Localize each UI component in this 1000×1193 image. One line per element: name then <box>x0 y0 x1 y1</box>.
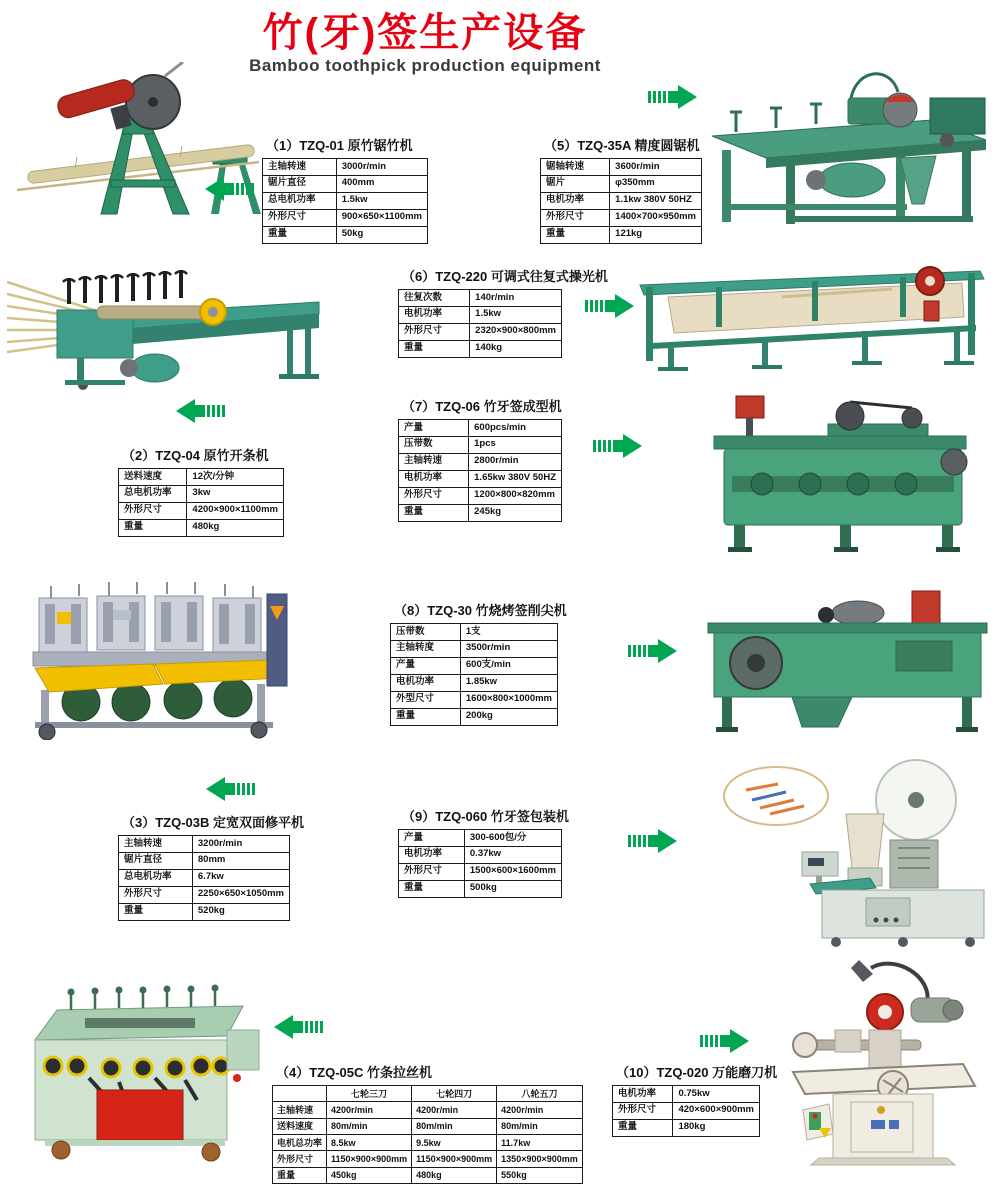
spec-label: 电机功率 <box>399 306 470 323</box>
forming-machine-illustration <box>700 390 990 555</box>
spec-label: 重量 <box>613 1119 673 1136</box>
spec-value: 1.65kw 380V 50HZ <box>469 470 562 487</box>
spec-value: 1支 <box>460 624 557 641</box>
spec-label: 外形尺寸 <box>613 1102 673 1119</box>
spec-value: 3600r/min <box>610 159 702 176</box>
spec-value: 550kg <box>497 1167 583 1183</box>
spec-row <box>399 487 562 504</box>
grinding-machine-illustration <box>775 952 990 1167</box>
spec-value: 4200r/min <box>497 1102 583 1118</box>
spec-label: 锯轴转速 <box>541 159 610 176</box>
spec-value: 180kg <box>673 1119 760 1136</box>
spec-value: 420×600×900mm <box>673 1102 760 1119</box>
spec-header-cell: 七轮三刀 <box>327 1086 412 1102</box>
spec-value: 1.1kw 380V 50HZ <box>610 192 702 209</box>
spec-row <box>541 159 702 176</box>
spec-value: 80m/min <box>497 1118 583 1134</box>
arrow-left-icon <box>273 1014 323 1040</box>
spec-value: 500kg <box>464 880 561 897</box>
spec-row <box>273 1102 583 1118</box>
spec-label: 重量 <box>399 340 470 357</box>
spec-value: 3200r/min <box>192 836 289 853</box>
spec-value: 3500r/min <box>460 640 557 657</box>
spec-header-cell: 八轮五刀 <box>497 1086 583 1102</box>
spec-label: 往复次数 <box>399 290 470 307</box>
spec-row <box>119 852 290 869</box>
spec-value: φ350mm <box>610 175 702 192</box>
arrow-left-icon <box>175 398 225 424</box>
spec-value: 80m/min <box>327 1118 412 1134</box>
spec-row <box>399 830 562 847</box>
machine-photo-tzq04-splitting-machine <box>5 252 325 390</box>
spec-row <box>399 436 562 453</box>
arrow-right-icon <box>593 433 643 459</box>
spec-row <box>399 846 562 863</box>
spec-row <box>541 226 702 243</box>
machine-photo-tzq06-forming-machine <box>700 390 990 555</box>
spec-table-tzq35a <box>540 158 702 244</box>
spec-row <box>391 640 558 657</box>
spec-value: 1500×600×1600mm <box>464 863 561 880</box>
spec-value: 480kg <box>412 1167 497 1183</box>
spec-row <box>399 470 562 487</box>
spec-label: 外形尺寸 <box>399 863 465 880</box>
spec-value: 4200r/min <box>412 1102 497 1118</box>
arrow-right-icon <box>628 828 678 854</box>
spec-row <box>399 290 562 307</box>
spec-value: 2250×650×1050mm <box>192 886 289 903</box>
spec-label: 主轴转速 <box>273 1102 327 1118</box>
spec-value: 8.5kw <box>327 1135 412 1151</box>
spec-value: 200kg <box>460 708 557 725</box>
spec-row <box>541 175 702 192</box>
spec-value: 3kw <box>187 485 284 502</box>
wire-drawing-machine-illustration <box>15 978 270 1163</box>
spec-row <box>273 1167 583 1183</box>
spec-value: 245kg <box>469 504 562 521</box>
arrow-left-icon <box>204 176 254 202</box>
spec-value: 2320×900×800mm <box>470 323 562 340</box>
spec-value: 0.37kw <box>464 846 561 863</box>
spec-label: 总电机功率 <box>263 192 337 209</box>
spec-value: 12次/分钟 <box>187 469 284 486</box>
spec-label: 主轴转度 <box>391 640 461 657</box>
arrow-right-icon <box>700 1028 750 1054</box>
page-title: 竹(牙)签生产设备 <box>262 11 588 55</box>
spec-value: 450kg <box>327 1167 412 1183</box>
spec-value: 1400×700×950mm <box>610 209 702 226</box>
spec-row <box>119 869 290 886</box>
machine-photo-tzq060-packing-machine <box>718 752 998 947</box>
spec-tzq03b <box>118 812 305 921</box>
spec-label: 锯片直径 <box>263 175 337 192</box>
spec-table-tzq04 <box>118 468 284 537</box>
spec-value: 1600×800×1000mm <box>460 691 557 708</box>
spec-value: 140kg <box>470 340 562 357</box>
spec-title-tzq020: （10）TZQ-020 万能磨刀机 <box>616 1065 778 1080</box>
machine-photo-tzq30-sharpening-machine <box>700 585 995 735</box>
spec-label: 总电机功率 <box>119 869 193 886</box>
spec-label: 重量 <box>541 226 610 243</box>
spec-value: 4200r/min <box>327 1102 412 1118</box>
splitting-machine-illustration <box>5 252 325 390</box>
spec-row <box>391 624 558 641</box>
machine-photo-tzq020-grinding-machine <box>775 952 990 1167</box>
spec-title-tzq30: （8）TZQ-30 竹烧烤签削尖机 <box>394 603 567 618</box>
spec-tzq35a <box>540 135 702 244</box>
leveling-machine-illustration <box>5 572 295 740</box>
spec-tzq04 <box>118 445 284 537</box>
spec-tzq020 <box>612 1062 778 1137</box>
spec-label: 重量 <box>273 1167 327 1183</box>
spec-label: 重量 <box>399 504 469 521</box>
spec-row <box>119 886 290 903</box>
spec-table-tzq220 <box>398 289 562 358</box>
spec-label: 产量 <box>399 420 469 437</box>
spec-row <box>399 323 562 340</box>
spec-row <box>391 708 558 725</box>
spec-tzq05c <box>272 1062 578 1184</box>
spec-label: 重量 <box>119 903 193 920</box>
spec-label: 电机功率 <box>613 1086 673 1103</box>
spec-title-tzq35a: （5）TZQ-35A 精度圆锯机 <box>544 138 700 153</box>
spec-value: 480kg <box>187 519 284 536</box>
spec-row <box>263 192 428 209</box>
spec-value: 1150×900×900mm <box>412 1151 497 1167</box>
spec-tzq30 <box>390 600 567 726</box>
machine-photo-tzq35a-circular-saw <box>700 58 990 228</box>
spec-value: 600支/min <box>460 657 557 674</box>
arrow-right-icon <box>628 638 678 664</box>
spec-label: 外形尺寸 <box>541 209 610 226</box>
arrow-right-icon <box>648 84 698 110</box>
spec-row <box>391 691 558 708</box>
spec-value: 140r/min <box>470 290 562 307</box>
spec-title-tzq03b: （3）TZQ-03B 定宽双面修平机 <box>122 815 305 830</box>
spec-row <box>399 880 562 897</box>
spec-title-tzq06: （7）TZQ-06 竹牙签成型机 <box>402 399 562 414</box>
spec-row <box>273 1151 583 1167</box>
spec-label: 锯片直径 <box>119 852 193 869</box>
spec-header-cell <box>273 1086 327 1102</box>
spec-row <box>119 485 284 502</box>
spec-tzq06 <box>398 396 562 522</box>
spec-value: 80mm <box>192 852 289 869</box>
spec-value: 300-600包/分 <box>464 830 561 847</box>
machine-photo-tzq03b-leveling-machine <box>5 572 295 740</box>
spec-row <box>399 420 562 437</box>
spec-label: 外形尺寸 <box>399 487 469 504</box>
spec-label: 重量 <box>391 708 461 725</box>
spec-row <box>391 674 558 691</box>
spec-value: 1.5kw <box>336 192 427 209</box>
spec-row <box>263 226 428 243</box>
spec-value: 1.5kw <box>470 306 562 323</box>
spec-row <box>399 863 562 880</box>
polishing-machine-illustration <box>632 255 992 375</box>
spec-label: 总电机功率 <box>119 485 187 502</box>
spec-value: 9.5kw <box>412 1135 497 1151</box>
spec-label: 主轴转速 <box>263 159 337 176</box>
spec-header-cell: 七轮四刀 <box>412 1086 497 1102</box>
sharpening-machine-illustration <box>700 585 995 735</box>
spec-title-tzq01: （1）TZQ-01 原竹锯竹机 <box>266 138 413 153</box>
spec-label: 外形尺寸 <box>399 323 470 340</box>
spec-row <box>613 1119 760 1136</box>
spec-label: 外型尺寸 <box>391 691 461 708</box>
spec-row <box>273 1135 583 1151</box>
spec-value: 2800r/min <box>469 453 562 470</box>
spec-table-tzq03b <box>118 835 290 921</box>
spec-label: 锯片 <box>541 175 610 192</box>
spec-value: 1350×900×900mm <box>497 1151 583 1167</box>
spec-table-tzq060 <box>398 829 562 898</box>
spec-header-row <box>273 1086 583 1102</box>
spec-tzq060 <box>398 806 569 898</box>
spec-value: 1150×900×900mm <box>327 1151 412 1167</box>
spec-row <box>119 469 284 486</box>
spec-value: 50kg <box>336 226 427 243</box>
spec-label: 电机功率 <box>391 674 461 691</box>
spec-row <box>119 519 284 536</box>
spec-table-tzq05c <box>272 1085 583 1184</box>
spec-value: 900×650×1100mm <box>336 209 427 226</box>
spec-row <box>399 504 562 521</box>
spec-label: 送料速度 <box>273 1118 327 1134</box>
spec-row <box>119 836 290 853</box>
spec-value: 1200×800×820mm <box>469 487 562 504</box>
spec-label: 压带数 <box>391 624 461 641</box>
spec-label: 重量 <box>119 519 187 536</box>
spec-value: 400mm <box>336 175 427 192</box>
spec-label: 重量 <box>263 226 337 243</box>
spec-table-tzq06 <box>398 419 562 522</box>
spec-table-tzq30 <box>390 623 558 726</box>
page-header <box>225 12 625 76</box>
spec-row <box>119 903 290 920</box>
spec-row <box>263 209 428 226</box>
spec-row <box>541 209 702 226</box>
arrow-right-icon <box>585 293 635 319</box>
spec-row <box>613 1102 760 1119</box>
spec-row <box>273 1118 583 1134</box>
spec-title-tzq05c: （4）TZQ-05C 竹条拉丝机 <box>276 1065 433 1080</box>
spec-value: 1.85kw <box>460 674 557 691</box>
page-subtitle: Bamboo toothpick production equipment <box>249 56 601 75</box>
packing-machine-illustration <box>718 752 998 947</box>
spec-value: 3000r/min <box>336 159 427 176</box>
spec-label: 压带数 <box>399 436 469 453</box>
spec-table-tzq020 <box>612 1085 760 1137</box>
spec-label: 送料速度 <box>119 469 187 486</box>
spec-label: 产量 <box>399 830 465 847</box>
spec-value: 6.7kw <box>192 869 289 886</box>
spec-value: 1pcs <box>469 436 562 453</box>
spec-label: 电机功率 <box>399 846 465 863</box>
spec-label: 外形尺寸 <box>273 1151 327 1167</box>
spec-title-tzq04: （2）TZQ-04 原竹开条机 <box>122 448 269 463</box>
spec-row <box>263 175 428 192</box>
spec-tzq01 <box>262 135 428 244</box>
machine-photo-tzq220-polishing-machine <box>632 255 992 375</box>
spec-label: 电机功率 <box>541 192 610 209</box>
spec-value: 600pcs/min <box>469 420 562 437</box>
spec-row <box>263 159 428 176</box>
spec-label: 电机功率 <box>399 470 469 487</box>
spec-value: 80m/min <box>412 1118 497 1134</box>
spec-title-tzq060: （9）TZQ-060 竹牙签包装机 <box>402 809 569 824</box>
spec-row <box>541 192 702 209</box>
spec-row <box>391 657 558 674</box>
spec-row <box>119 502 284 519</box>
spec-label: 外形尺寸 <box>263 209 337 226</box>
spec-label: 外形尺寸 <box>119 886 193 903</box>
spec-row <box>399 453 562 470</box>
spec-label: 产量 <box>391 657 461 674</box>
spec-label: 主轴转速 <box>119 836 193 853</box>
spec-row <box>399 340 562 357</box>
spec-table-tzq01 <box>262 158 428 244</box>
spec-value: 0.75kw <box>673 1086 760 1103</box>
circular-saw-illustration <box>700 58 990 228</box>
spec-value: 520kg <box>192 903 289 920</box>
spec-row <box>399 306 562 323</box>
spec-row <box>613 1086 760 1103</box>
spec-value: 121kg <box>610 226 702 243</box>
spec-label: 电机总功率 <box>273 1135 327 1151</box>
spec-value: 4200×900×1100mm <box>187 502 284 519</box>
spec-tzq220 <box>398 266 608 358</box>
spec-title-tzq220: （6）TZQ-220 可调式往复式操光机 <box>402 269 608 284</box>
spec-value: 11.7kw <box>497 1135 583 1151</box>
machine-photo-tzq05c-wire-drawing-machine <box>15 978 270 1163</box>
spec-label: 重量 <box>399 880 465 897</box>
arrow-left-icon <box>205 776 255 802</box>
spec-label: 外形尺寸 <box>119 502 187 519</box>
spec-label: 主轴转速 <box>399 453 469 470</box>
